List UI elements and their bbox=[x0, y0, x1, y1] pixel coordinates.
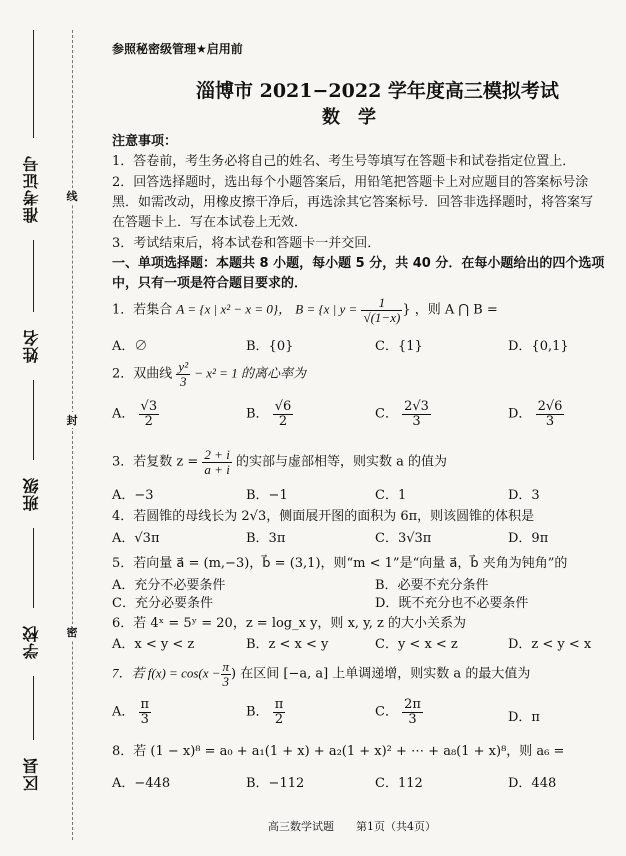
q1-option-a: A．∅ bbox=[112, 339, 148, 354]
q2-fraction: $\frac{\text{y²}}{3}$ bbox=[178, 359, 189, 389]
notice-item-2a: 2．回答选择题时，选出每个小题答案后，用铅笔把答题卡上对应题目的答案标号涂 bbox=[112, 175, 589, 190]
seal-char-secret: 密 bbox=[62, 624, 82, 640]
notice-item-2c: 在答题卡上．写在本试卷上无效． bbox=[112, 215, 308, 230]
fill-line-district bbox=[33, 676, 34, 740]
label-exam-id: 准考证号 bbox=[22, 155, 41, 223]
q2-option-a: A． $\frac{√3}{2}$ bbox=[112, 399, 158, 429]
exam-title: 淄博市 2021−2022 学年度高三模拟考试 bbox=[196, 80, 559, 102]
q4-option-b: B．3π bbox=[246, 531, 286, 546]
q4-option-c: C．3√3π bbox=[375, 531, 432, 546]
label-class: 班级 bbox=[22, 477, 41, 511]
question-2-stem: 2．双曲线 $\frac{\text{y²}}{3}$ − x² = 1 的离心率为 bbox=[112, 359, 306, 389]
q7-option-c: C． $\frac{2\pi}{3}$ bbox=[375, 697, 421, 727]
section1-line1: 一、单项选择题：本题共 8 小题，每小题 5 分，共 40 分．在每小题给出的四个选项 bbox=[112, 256, 605, 271]
q8-option-d: D．448 bbox=[508, 776, 557, 791]
q1-option-c: C．{1} bbox=[375, 339, 423, 354]
question-8-stem: 8．若 (1 − x)⁸ = a₀ + a₁(1 + x) + a₂(1 + x)² + ⋯ + a₈(1 + x)⁸，则 a₆ = bbox=[112, 744, 565, 759]
q6-option-c: C．y < x < z bbox=[375, 637, 458, 652]
q7-fraction: $\frac{\pi}{3}$ bbox=[222, 659, 230, 689]
q5-option-a: A．充分不必要条件 bbox=[112, 578, 226, 593]
notice-item-2b: 黑．如需改动，用橡皮擦干净后，再选涂其它答案标号．回答非选择题时，将答案写 bbox=[112, 195, 594, 210]
question-3-stem: 3．若复数 z = $\frac{2 + i}{a + i}$ 的实部与虚部相等，则实数 a 的值为 bbox=[112, 447, 447, 477]
seal-char-line: 线 bbox=[62, 188, 82, 204]
q6-option-b: B．z < x < y bbox=[246, 637, 329, 652]
q8-option-a: A．−448 bbox=[112, 776, 171, 791]
notice-item-3: 3．考试结束后，将本试卷和答题卡一并交回． bbox=[112, 236, 381, 251]
question-5-stem: 5．若向量 a⃗ = (m,−3)，b⃗ = (3,1)，则“m < 1”是“向量 a⃗，b⃗ 夹角为钝角”的 bbox=[112, 556, 568, 571]
section1-line2: 中，只有一项是符合题目要求的． bbox=[112, 276, 308, 291]
fill-line-name bbox=[33, 240, 34, 312]
q4-option-a: A．√3π bbox=[112, 531, 160, 546]
label-school: 学校 bbox=[22, 625, 41, 659]
q5-option-d: D．既不充分也不必要条件 bbox=[375, 596, 529, 611]
q1-option-d: D．{0,1} bbox=[508, 339, 569, 354]
question-6-stem: 6．若 4ˣ = 5ʸ = 20，z = log_x y，则 x, y, z 的大小关系为 bbox=[112, 616, 467, 631]
fill-line-class bbox=[33, 380, 34, 460]
q3-option-a: A．−3 bbox=[112, 488, 154, 503]
q6-option-d: D．z < y < x bbox=[508, 637, 592, 652]
notice-heading: 注意事项： bbox=[112, 134, 178, 149]
q6-option-a: A．x < y < z bbox=[112, 637, 195, 652]
q1-fraction: $\frac{1}{√(1-x)}$ bbox=[363, 295, 401, 325]
q2-option-c: C． $\frac{2√3}{3}$ bbox=[375, 399, 429, 429]
q4-option-d: D．9π bbox=[508, 531, 549, 546]
q7-option-b: B． $\frac{\pi}{2}$ bbox=[246, 697, 284, 727]
q7-option-d: D．π bbox=[508, 710, 540, 725]
question-4-stem: 4．若圆锥的母线长为 2√3，侧面展开图的面积为 6π，则该圆锥的体积是 bbox=[112, 509, 535, 524]
q3-fraction: $\frac{2 + i}{a + i}$ bbox=[204, 447, 230, 477]
label-name: 姓名 bbox=[22, 329, 41, 363]
seal-char-seal: 封 bbox=[62, 412, 82, 428]
q3-option-d: D．3 bbox=[508, 488, 540, 503]
fill-line-school bbox=[33, 528, 34, 608]
secrecy-note: 参照秘密级管理★启用前 bbox=[112, 42, 243, 56]
question-7-stem: 7．若 f(x) = cos(x − $\frac{\pi}{3}$ ) 在区间 [−a, a] 上单调递增，则实数 a 的最大值为 bbox=[112, 659, 531, 689]
q3-option-c: C．1 bbox=[375, 488, 407, 503]
subject-title: 数 学 bbox=[322, 107, 376, 128]
binding-dashed-line bbox=[72, 30, 73, 840]
q2-option-d: D． $\frac{2√6}{3}$ bbox=[508, 399, 563, 429]
label-district: 区县 bbox=[22, 757, 41, 791]
q8-option-b: B．−112 bbox=[246, 776, 305, 791]
q5-option-b: B．必要不充分条件 bbox=[375, 578, 489, 593]
q5-option-c: C．充分必要条件 bbox=[112, 596, 213, 611]
q1-option-b: B．{0} bbox=[246, 339, 294, 354]
fill-line-exam-id bbox=[33, 30, 34, 138]
q7-option-a: A． $\frac{\pi}{3}$ bbox=[112, 697, 150, 727]
q8-option-c: C．112 bbox=[375, 776, 423, 791]
q2-option-b: B． $\frac{√6}{2}$ bbox=[246, 399, 292, 429]
notice-item-1: 1．答卷前，考生务必将自己的姓名、考生号等填写在答题卡和试卷指定位置上． bbox=[112, 154, 576, 169]
q3-option-b: B．−1 bbox=[246, 488, 288, 503]
page-footer: 高三数学试题 第1页（共4页） bbox=[268, 820, 436, 833]
question-1-stem: 1．若集合 A = {x | x² − x = 0}， B = {x | y = $\frac{1}{√(1-x)}$ } ，则 A ⋂ B = bbox=[112, 295, 498, 325]
